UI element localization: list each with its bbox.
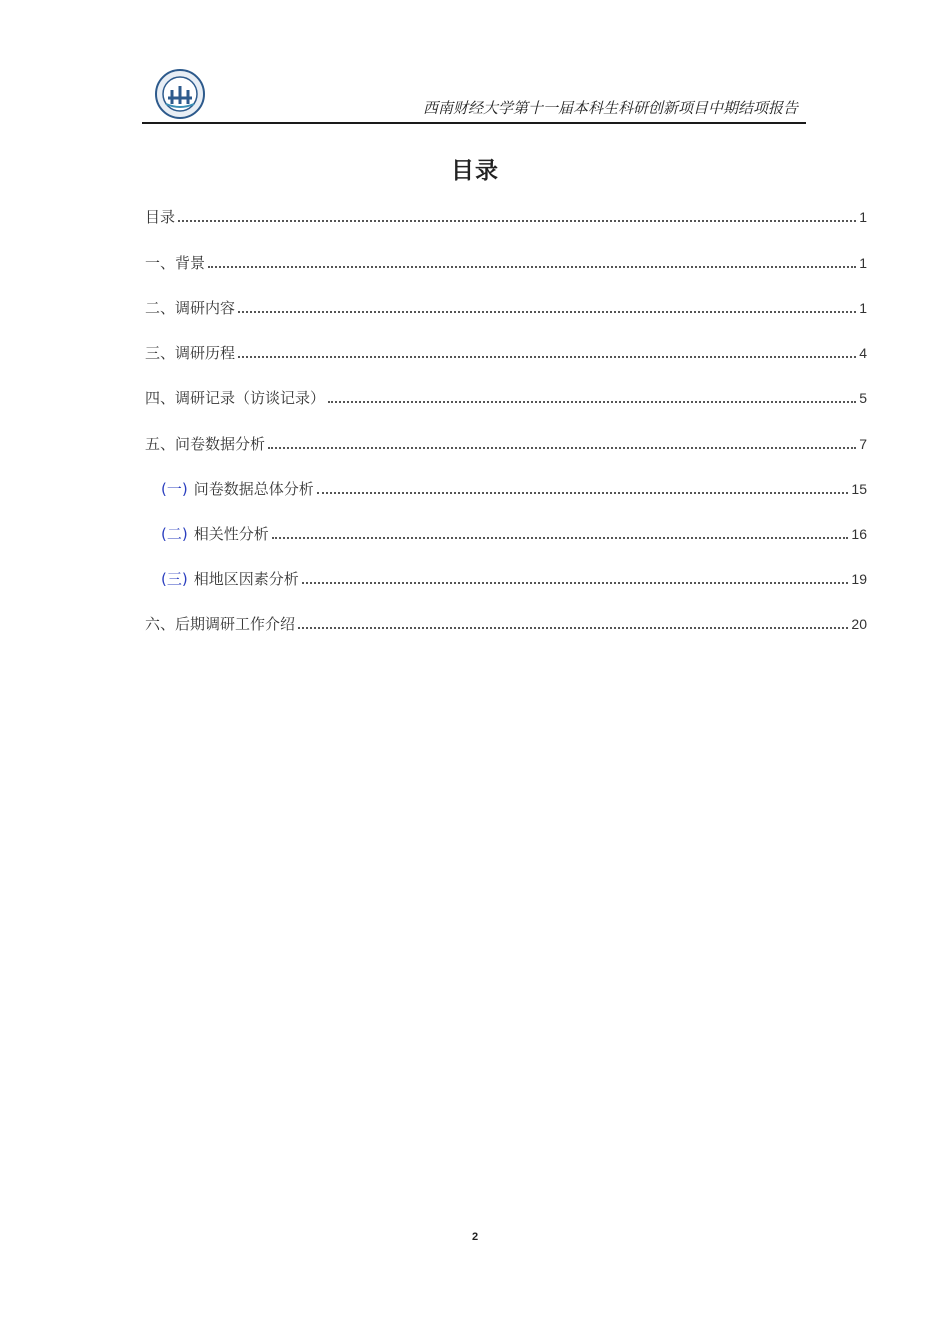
toc-entry-page: 5 [859,390,867,406]
toc-entry[interactable] [145,249,867,273]
toc-entry-page: 4 [859,345,867,361]
toc-leader-dots [272,537,849,539]
toc-entry[interactable] [145,430,867,454]
page-header [142,66,806,124]
toc-entry-page: 1 [859,209,867,225]
toc-entry-page: 20 [851,616,867,632]
toc-entry[interactable] [145,339,867,363]
page-number: 2 [471,1231,479,1243]
toc-entry-label: 一、背景 [145,254,206,272]
toc-entry-page: 15 [851,481,867,497]
toc-leader-dots [298,627,848,629]
toc-leader-dots [238,356,856,358]
header-rule [142,122,806,124]
toc-entry-label: 四、调研记录（访谈记录） [145,389,326,407]
toc-entry-page: 1 [859,300,867,316]
university-seal-icon [154,68,206,120]
toc-leader-dots [317,492,849,494]
toc-entry-label: 相地区因素分析 [193,570,299,588]
toc-entry[interactable] [145,384,867,408]
toc-entry[interactable] [145,610,867,634]
toc-leader-dots [268,447,856,449]
toc-leader-dots [178,220,856,222]
toc-entry-label: 二、调研内容 [145,299,236,317]
toc-entry-page: 7 [859,436,867,452]
toc-entry[interactable] [145,294,867,318]
header-title: 西南财经大学第十一届本科生科研创新项目中期结项报告 [422,99,798,117]
toc-entry-label: 五、问卷数据分析 [145,435,266,453]
toc-leader-dots [238,311,856,313]
toc-title: 目录 [451,158,499,184]
toc-subentry-number: (一) [161,480,188,498]
toc-leader-dots [208,266,856,268]
toc-subentry-number: (三) [161,570,188,588]
toc-entry-page: 1 [859,255,867,271]
toc-entry-label: 六、后期调研工作介绍 [145,615,296,633]
toc-entry-label: 问卷数据总体分析 [193,480,314,498]
toc-subentry-number: (二) [161,525,188,543]
toc-entry-label: 目录 [145,208,176,226]
toc-entry-label: 相关性分析 [193,525,269,543]
toc-subentry[interactable] [145,565,867,589]
toc-leader-dots [302,582,849,584]
toc-entry-page: 19 [851,571,867,587]
toc-leader-dots [328,401,856,403]
toc-entry-label: 三、调研历程 [145,344,236,362]
toc-entry[interactable] [145,203,867,227]
toc-subentry[interactable] [145,475,867,499]
toc-subentry[interactable] [145,520,867,544]
toc-entry-page: 16 [851,526,867,542]
